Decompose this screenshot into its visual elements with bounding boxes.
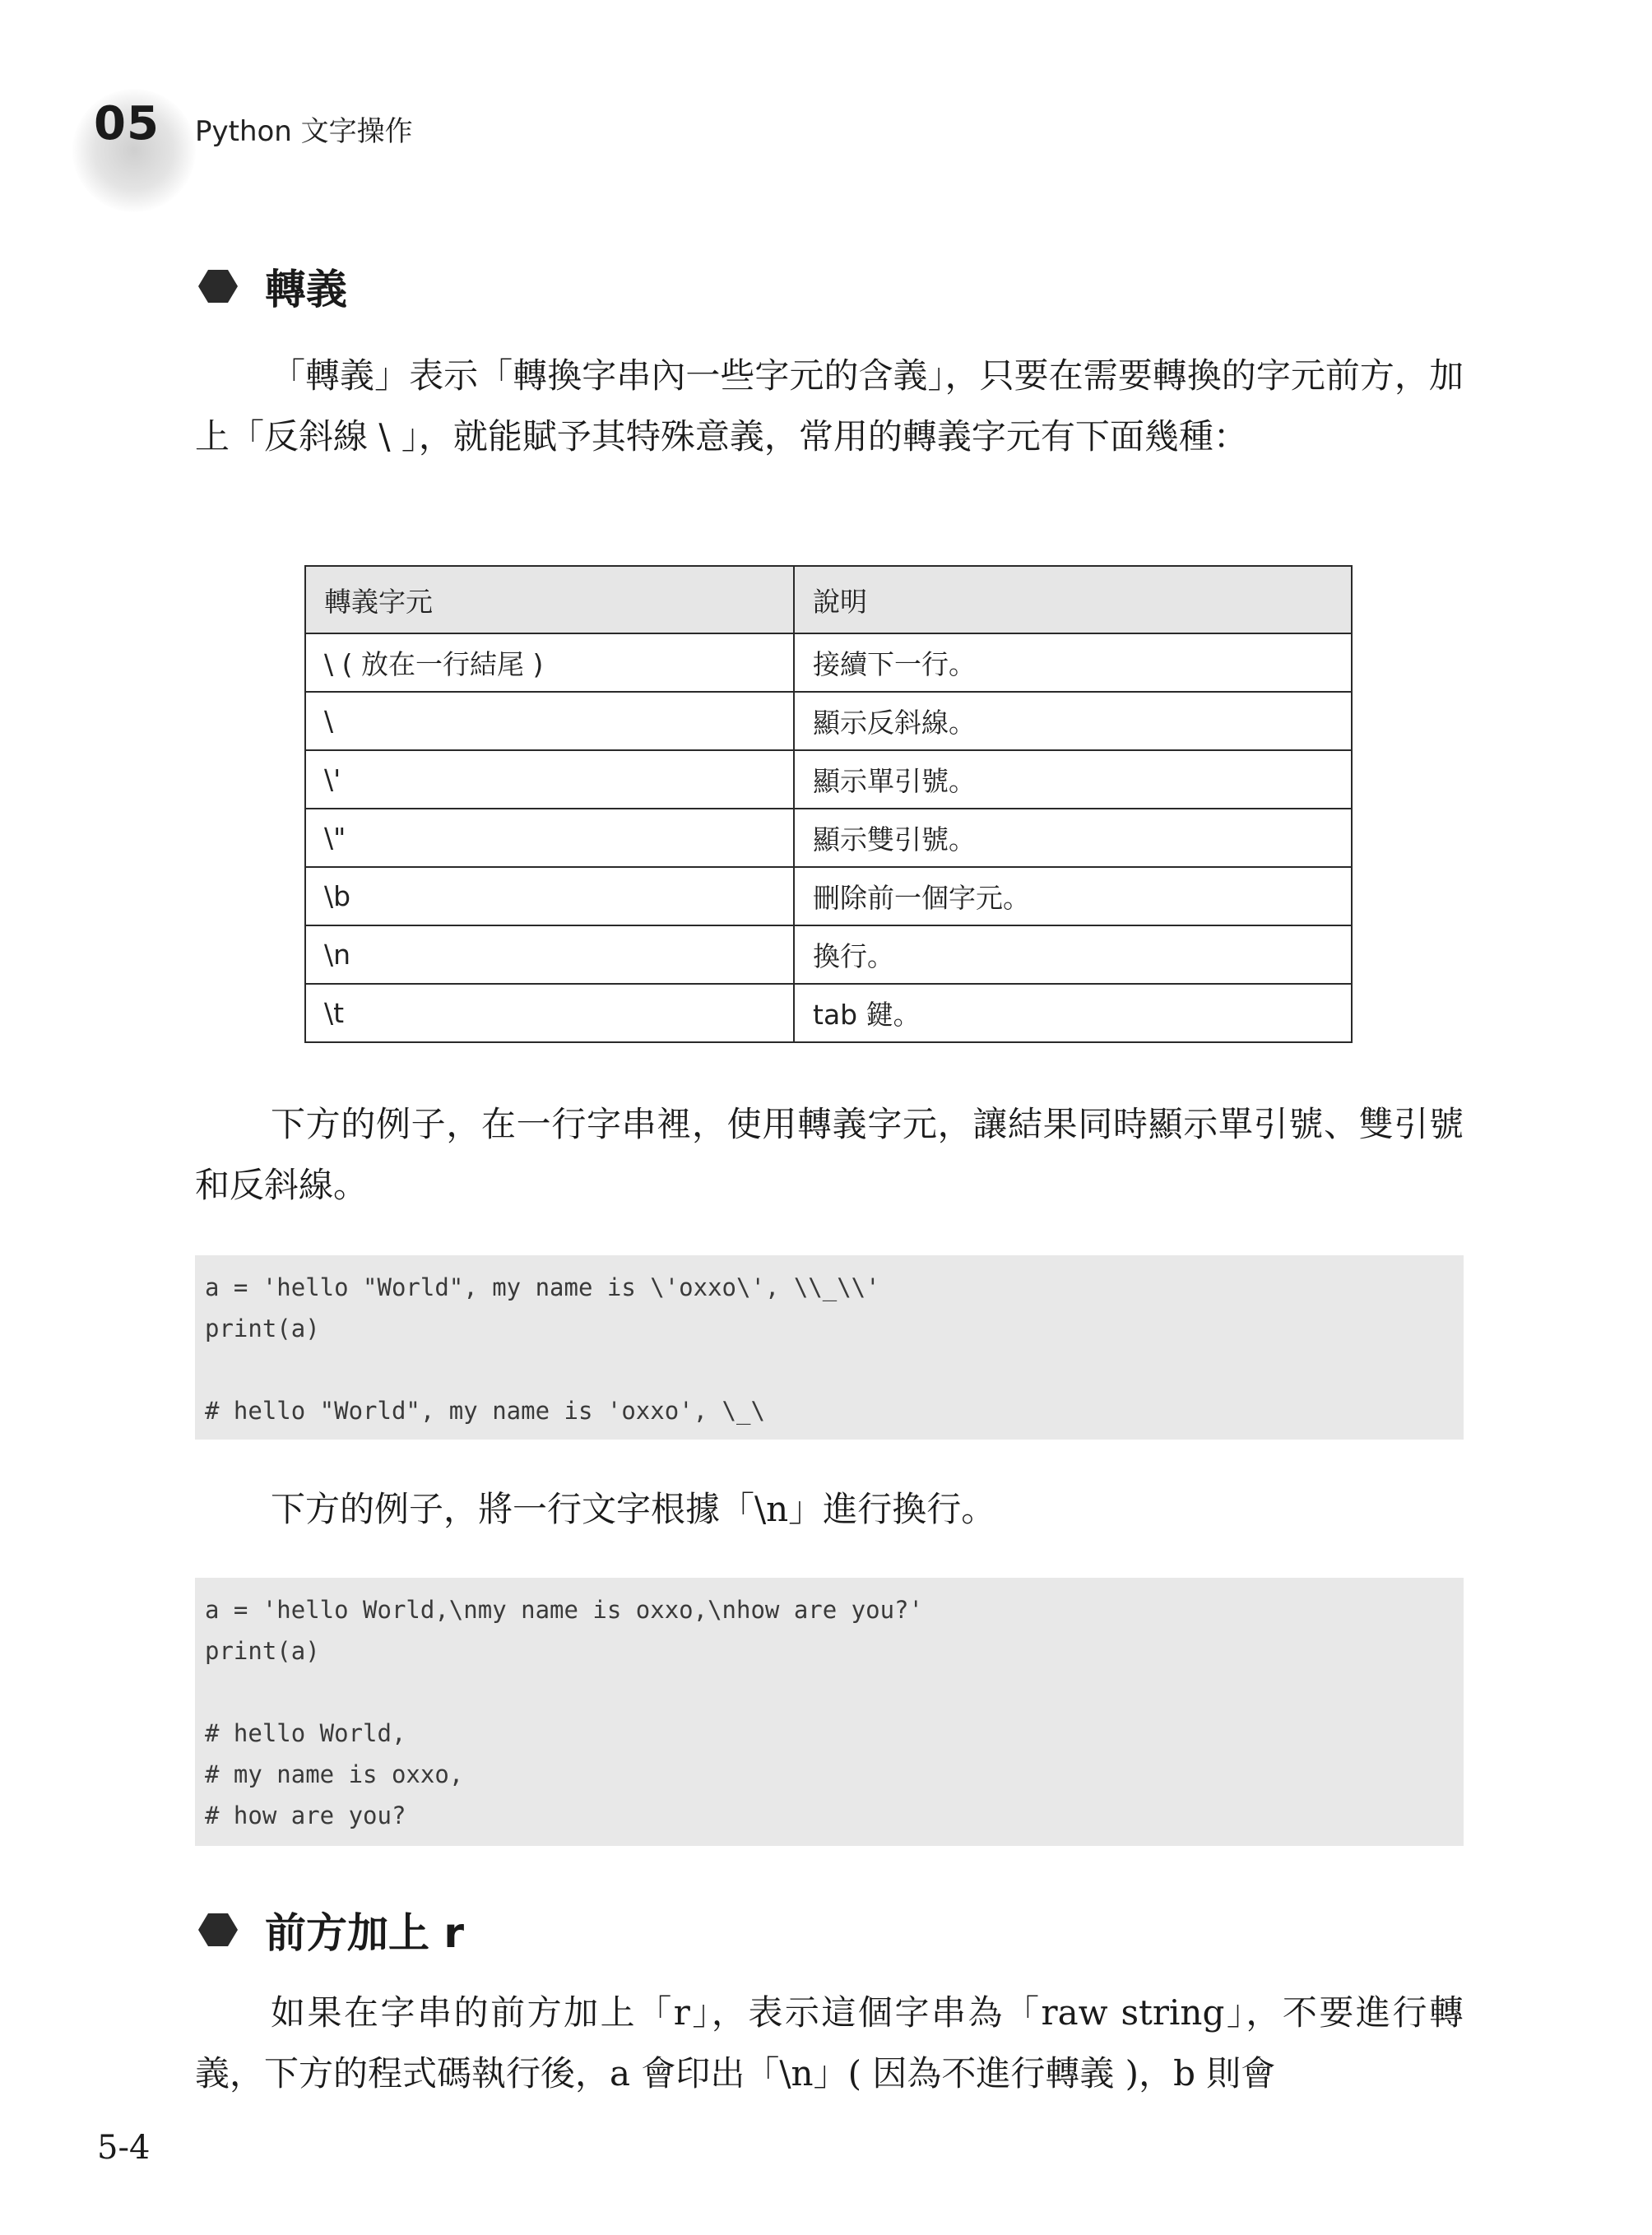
paragraph-line: 幾種：	[1144, 416, 1248, 457]
code-line	[205, 1672, 1454, 1713]
section-heading-text: 轉義	[265, 266, 347, 313]
section-heading-escape	[197, 257, 347, 316]
raw-string-paragraph	[195, 1982, 1464, 2104]
table-cell-description: 顯示雙引號。	[794, 809, 1352, 867]
code-block-example2	[195, 1578, 1464, 1846]
code-line: # hello World,	[205, 1719, 406, 1747]
code-line: # how are you?	[205, 1801, 406, 1829]
table-cell-description: 顯示單引號。	[794, 750, 1352, 809]
table-row	[305, 633, 1352, 692]
table-header-cell: 說明	[794, 566, 1352, 633]
table-row	[305, 750, 1352, 809]
section-heading-raw-string	[197, 1900, 464, 1959]
chapter-number: 05	[94, 97, 160, 151]
table-row	[305, 692, 1352, 750]
table-cell-escape: \	[305, 692, 794, 750]
code-line: print(a)	[205, 1315, 320, 1342]
paragraph-line: 元前方，加上「反斜線 \ 」，就能賦予其特殊意義，常用的轉義字元有下面	[195, 355, 1464, 457]
table-row	[305, 867, 1352, 925]
example1-paragraph	[195, 1094, 1464, 1216]
escape-character-table	[304, 565, 1353, 1043]
paragraph-line: 「轉義」表示「轉換字串內一些字元的含義」，只要在需要轉換的字	[271, 355, 1291, 396]
table-cell-escape: \t	[305, 984, 794, 1042]
table-cell-description: 顯示反斜線。	[794, 692, 1352, 750]
table-cell-escape: \n	[305, 925, 794, 984]
code-line: # hello "World", my name is 'oxxo', \_\	[205, 1397, 765, 1425]
code-line: # my name is oxxo,	[205, 1760, 464, 1788]
pentagon-bullet-icon	[197, 1912, 239, 1948]
table-cell-description: tab 鍵。	[794, 984, 1352, 1042]
section-heading-text: 前方加上 r	[265, 1909, 465, 1957]
table-header-row	[305, 566, 1352, 633]
code-line: print(a)	[205, 1637, 320, 1665]
table-cell-description: 刪除前一個字元。	[794, 867, 1352, 925]
table-cell-escape: \"	[305, 809, 794, 867]
table-cell-escape: \b	[305, 867, 794, 925]
paragraph-line: 下方的例子，在一行字串裡，使用轉義字元，讓結果同時顯示單引號、	[271, 1104, 1359, 1144]
table-row	[305, 984, 1352, 1042]
table-row	[305, 925, 1352, 984]
table-row	[305, 809, 1352, 867]
pentagon-bullet-icon	[197, 268, 239, 304]
paragraph-line: 雙引號和反斜線。	[195, 1104, 1464, 1205]
code-block-example1	[195, 1255, 1464, 1440]
table-header-cell: 轉義字元	[305, 566, 794, 633]
chapter-title: Python 文字操作	[195, 115, 413, 148]
example2-paragraph: 下方的例子，將一行文字根據「\n」進行換行。	[271, 1489, 996, 1529]
table-cell-escape: \'	[305, 750, 794, 809]
code-line	[205, 1349, 1454, 1390]
paragraph-line: 行轉義，下方的程式碼執行後，a 會印出「\n」( 因為不進行轉義 )，b 則會	[195, 1992, 1464, 2094]
table-cell-description: 接續下一行。	[794, 633, 1352, 692]
intro-paragraph	[195, 345, 1464, 467]
paragraph-line: 如果在字串的前方加上「r」，表示這個字串為「raw string」，不要進	[271, 1992, 1393, 2033]
table-cell-escape: \ ( 放在一行結尾 )	[305, 633, 794, 692]
code-line: a = 'hello "World", my name is \'oxxo\', \\_\\'	[205, 1273, 880, 1301]
page-number: 5-4	[97, 2129, 151, 2167]
table-cell-description: 換行。	[794, 925, 1352, 984]
code-line: a = 'hello World,\nmy name is oxxo,\nhow are you?'	[205, 1596, 923, 1624]
